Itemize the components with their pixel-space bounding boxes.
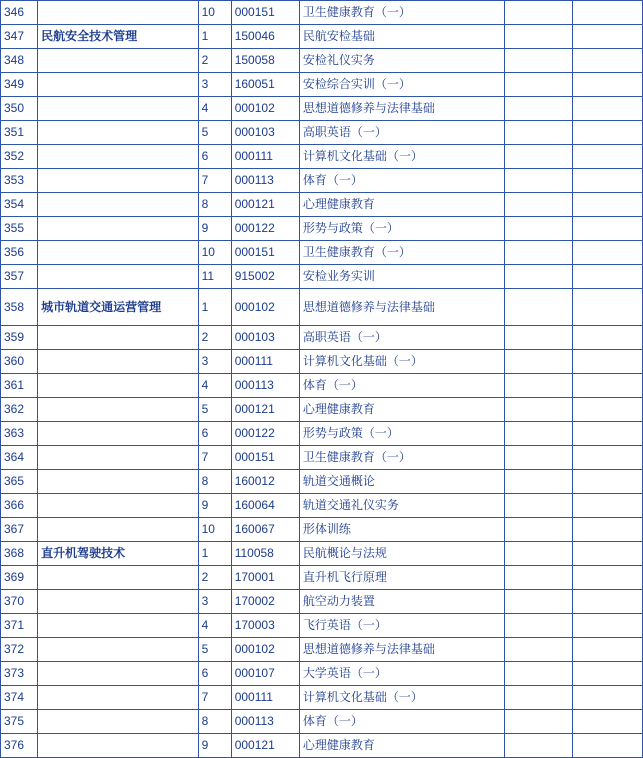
table-row [1, 446, 643, 470]
row-id-cell: 350 [1, 97, 38, 121]
sequence-cell: 5 [198, 121, 231, 145]
extra-cell-1 [504, 446, 572, 470]
sequence-cell: 1 [198, 25, 231, 49]
course-code-cell: 000102 [231, 289, 299, 326]
sequence-cell: 3 [198, 350, 231, 374]
extra-cell-2 [572, 169, 642, 193]
course-name-cell: 高职英语（一） [299, 121, 504, 145]
extra-cell-2 [572, 494, 642, 518]
table-row [1, 542, 643, 566]
course-code-cell: 000113 [231, 169, 299, 193]
course-name-cell: 直升机飞行原理 [299, 566, 504, 590]
sequence-cell: 5 [198, 398, 231, 422]
sequence-cell: 8 [198, 710, 231, 734]
extra-cell-1 [504, 686, 572, 710]
course-code-cell: 000151 [231, 446, 299, 470]
course-code-cell: 000111 [231, 145, 299, 169]
course-code-cell: 160012 [231, 470, 299, 494]
table-row [1, 566, 643, 590]
major-name-cell [38, 710, 199, 734]
table-row [1, 638, 643, 662]
course-name-cell: 民航安检基础 [299, 25, 504, 49]
sequence-cell: 9 [198, 217, 231, 241]
row-id-cell: 361 [1, 374, 38, 398]
extra-cell-1 [504, 326, 572, 350]
row-id-cell: 365 [1, 470, 38, 494]
course-name-cell: 航空动力装置 [299, 590, 504, 614]
row-id-cell: 353 [1, 169, 38, 193]
extra-cell-2 [572, 25, 642, 49]
table-row [1, 734, 643, 758]
extra-cell-1 [504, 494, 572, 518]
row-id-cell: 375 [1, 710, 38, 734]
sequence-cell: 4 [198, 97, 231, 121]
major-name-cell [38, 374, 199, 398]
extra-cell-1 [504, 374, 572, 398]
extra-cell-2 [572, 49, 642, 73]
course-code-cell: 000151 [231, 241, 299, 265]
row-id-cell: 352 [1, 145, 38, 169]
sequence-cell: 2 [198, 326, 231, 350]
sequence-cell: 7 [198, 686, 231, 710]
sequence-cell: 4 [198, 614, 231, 638]
extra-cell-2 [572, 590, 642, 614]
major-name-cell [38, 193, 199, 217]
extra-cell-1 [504, 710, 572, 734]
extra-cell-2 [572, 265, 642, 289]
row-id-cell: 355 [1, 217, 38, 241]
course-name-cell: 体育（一） [299, 169, 504, 193]
major-name-cell [38, 518, 199, 542]
extra-cell-2 [572, 350, 642, 374]
row-id-cell: 370 [1, 590, 38, 614]
extra-cell-1 [504, 241, 572, 265]
table-row [1, 49, 643, 73]
major-name-cell: 城市轨道交通运营管理 [38, 289, 199, 326]
row-id-cell: 351 [1, 121, 38, 145]
extra-cell-1 [504, 193, 572, 217]
major-name-cell [38, 566, 199, 590]
table-row [1, 686, 643, 710]
extra-cell-2 [572, 326, 642, 350]
table-row [1, 121, 643, 145]
sequence-cell: 2 [198, 49, 231, 73]
table-row [1, 73, 643, 97]
sequence-cell: 9 [198, 734, 231, 758]
course-code-cell: 170002 [231, 590, 299, 614]
course-code-cell: 915002 [231, 265, 299, 289]
row-id-cell: 368 [1, 542, 38, 566]
major-name-cell [38, 326, 199, 350]
course-name-cell: 飞行英语（一） [299, 614, 504, 638]
sequence-cell: 7 [198, 446, 231, 470]
course-name-cell: 安检业务实训 [299, 265, 504, 289]
course-code-cell: 000113 [231, 374, 299, 398]
major-name-cell [38, 686, 199, 710]
course-name-cell: 心理健康教育 [299, 193, 504, 217]
table-row [1, 97, 643, 121]
table-row [1, 265, 643, 289]
row-id-cell: 374 [1, 686, 38, 710]
table-row [1, 193, 643, 217]
extra-cell-2 [572, 241, 642, 265]
major-name-cell [38, 662, 199, 686]
sequence-cell: 6 [198, 662, 231, 686]
course-code-cell: 170003 [231, 614, 299, 638]
row-id-cell: 373 [1, 662, 38, 686]
course-code-cell: 000107 [231, 662, 299, 686]
sequence-cell: 6 [198, 145, 231, 169]
extra-cell-1 [504, 121, 572, 145]
extra-cell-2 [572, 542, 642, 566]
sequence-cell: 4 [198, 374, 231, 398]
extra-cell-1 [504, 73, 572, 97]
course-name-cell: 计算机文化基础（一） [299, 145, 504, 169]
major-name-cell [38, 97, 199, 121]
major-name-cell [38, 398, 199, 422]
extra-cell-2 [572, 1, 642, 25]
extra-cell-1 [504, 289, 572, 326]
sequence-cell: 7 [198, 169, 231, 193]
table-row [1, 350, 643, 374]
row-id-cell: 356 [1, 241, 38, 265]
table-row [1, 241, 643, 265]
course-name-cell: 安检综合实训（一） [299, 73, 504, 97]
course-code-cell: 150058 [231, 49, 299, 73]
major-name-cell [38, 49, 199, 73]
sequence-cell: 1 [198, 289, 231, 326]
major-name-cell [38, 241, 199, 265]
row-id-cell: 349 [1, 73, 38, 97]
sequence-cell: 10 [198, 241, 231, 265]
course-name-cell: 体育（一） [299, 710, 504, 734]
major-name-cell [38, 590, 199, 614]
course-code-cell: 160064 [231, 494, 299, 518]
extra-cell-2 [572, 73, 642, 97]
course-code-cell: 000103 [231, 121, 299, 145]
row-id-cell: 348 [1, 49, 38, 73]
extra-cell-2 [572, 566, 642, 590]
extra-cell-1 [504, 590, 572, 614]
extra-cell-1 [504, 470, 572, 494]
extra-cell-1 [504, 638, 572, 662]
extra-cell-2 [572, 374, 642, 398]
sequence-cell: 9 [198, 494, 231, 518]
course-name-cell: 卫生健康教育（一） [299, 446, 504, 470]
course-code-cell: 000102 [231, 97, 299, 121]
table-row [1, 145, 643, 169]
sequence-cell: 8 [198, 193, 231, 217]
course-code-cell: 000102 [231, 638, 299, 662]
course-name-cell: 心理健康教育 [299, 734, 504, 758]
course-name-cell: 思想道德修养与法律基础 [299, 97, 504, 121]
extra-cell-1 [504, 265, 572, 289]
course-name-cell: 卫生健康教育（一） [299, 1, 504, 25]
table-row [1, 1, 643, 25]
course-name-cell: 民航概论与法规 [299, 542, 504, 566]
sequence-cell: 10 [198, 1, 231, 25]
row-id-cell: 372 [1, 638, 38, 662]
sequence-cell: 3 [198, 590, 231, 614]
table-row [1, 169, 643, 193]
course-code-cell: 000121 [231, 734, 299, 758]
extra-cell-1 [504, 217, 572, 241]
row-id-cell: 362 [1, 398, 38, 422]
course-code-cell: 150046 [231, 25, 299, 49]
table-row [1, 590, 643, 614]
major-name-cell [38, 217, 199, 241]
sequence-cell: 5 [198, 638, 231, 662]
sequence-cell: 3 [198, 73, 231, 97]
sequence-cell: 11 [198, 265, 231, 289]
extra-cell-2 [572, 446, 642, 470]
extra-cell-1 [504, 662, 572, 686]
course-code-cell: 000103 [231, 326, 299, 350]
extra-cell-1 [504, 97, 572, 121]
course-name-cell: 卫生健康教育（一） [299, 241, 504, 265]
table-row [1, 289, 643, 326]
table-row [1, 470, 643, 494]
sequence-cell: 6 [198, 422, 231, 446]
extra-cell-2 [572, 217, 642, 241]
course-name-cell: 轨道交通概论 [299, 470, 504, 494]
table-row [1, 398, 643, 422]
course-code-cell: 000122 [231, 217, 299, 241]
extra-cell-2 [572, 193, 642, 217]
extra-cell-1 [504, 734, 572, 758]
extra-cell-2 [572, 422, 642, 446]
major-name-cell [38, 638, 199, 662]
extra-cell-1 [504, 169, 572, 193]
course-code-cell: 000111 [231, 350, 299, 374]
course-name-cell: 安检礼仪实务 [299, 49, 504, 73]
major-name-cell: 民航安全技术管理 [38, 25, 199, 49]
table-row [1, 374, 643, 398]
row-id-cell: 359 [1, 326, 38, 350]
extra-cell-1 [504, 49, 572, 73]
sequence-cell: 2 [198, 566, 231, 590]
row-id-cell: 364 [1, 446, 38, 470]
course-name-cell: 形体训练 [299, 518, 504, 542]
row-id-cell: 360 [1, 350, 38, 374]
row-id-cell: 367 [1, 518, 38, 542]
extra-cell-1 [504, 518, 572, 542]
extra-cell-1 [504, 350, 572, 374]
table-row [1, 614, 643, 638]
table-row [1, 518, 643, 542]
row-id-cell: 371 [1, 614, 38, 638]
sequence-cell: 1 [198, 542, 231, 566]
course-code-cell: 110058 [231, 542, 299, 566]
row-id-cell: 347 [1, 25, 38, 49]
major-name-cell [38, 265, 199, 289]
major-name-cell [38, 446, 199, 470]
major-name-cell [38, 614, 199, 638]
course-code-cell: 000151 [231, 1, 299, 25]
extra-cell-1 [504, 542, 572, 566]
extra-cell-2 [572, 145, 642, 169]
course-name-cell: 形势与政策（一） [299, 422, 504, 446]
extra-cell-2 [572, 121, 642, 145]
row-id-cell: 363 [1, 422, 38, 446]
row-id-cell: 346 [1, 1, 38, 25]
major-name-cell [38, 145, 199, 169]
extra-cell-2 [572, 686, 642, 710]
table-row [1, 326, 643, 350]
extra-cell-2 [572, 662, 642, 686]
major-name-cell [38, 169, 199, 193]
extra-cell-1 [504, 1, 572, 25]
major-name-cell [38, 1, 199, 25]
row-id-cell: 369 [1, 566, 38, 590]
course-name-cell: 思想道德修养与法律基础 [299, 289, 504, 326]
extra-cell-2 [572, 470, 642, 494]
course-code-cell: 000121 [231, 193, 299, 217]
extra-cell-1 [504, 25, 572, 49]
course-name-cell: 轨道交通礼仪实务 [299, 494, 504, 518]
table-row [1, 422, 643, 446]
course-code-cell: 160051 [231, 73, 299, 97]
course-code-cell: 000122 [231, 422, 299, 446]
extra-cell-1 [504, 398, 572, 422]
major-name-cell [38, 422, 199, 446]
course-name-cell: 高职英语（一） [299, 326, 504, 350]
course-code-cell: 000113 [231, 710, 299, 734]
major-name-cell [38, 121, 199, 145]
extra-cell-2 [572, 614, 642, 638]
extra-cell-1 [504, 422, 572, 446]
course-code-cell: 000121 [231, 398, 299, 422]
course-name-cell: 体育（一） [299, 374, 504, 398]
table-row [1, 494, 643, 518]
course-name-cell: 思想道德修养与法律基础 [299, 638, 504, 662]
course-name-cell: 计算机文化基础（一） [299, 686, 504, 710]
course-name-cell: 计算机文化基础（一） [299, 350, 504, 374]
major-name-cell: 直升机驾驶技术 [38, 542, 199, 566]
row-id-cell: 354 [1, 193, 38, 217]
row-id-cell: 376 [1, 734, 38, 758]
table-row [1, 25, 643, 49]
extra-cell-2 [572, 638, 642, 662]
table-row [1, 217, 643, 241]
extra-cell-1 [504, 566, 572, 590]
extra-cell-2 [572, 398, 642, 422]
major-name-cell [38, 734, 199, 758]
major-name-cell [38, 470, 199, 494]
row-id-cell: 366 [1, 494, 38, 518]
sequence-cell: 10 [198, 518, 231, 542]
row-id-cell: 357 [1, 265, 38, 289]
extra-cell-2 [572, 518, 642, 542]
extra-cell-1 [504, 145, 572, 169]
extra-cell-2 [572, 734, 642, 758]
table-row [1, 710, 643, 734]
course-code-cell: 170001 [231, 566, 299, 590]
major-name-cell [38, 73, 199, 97]
course-name-cell: 大学英语（一） [299, 662, 504, 686]
extra-cell-2 [572, 289, 642, 326]
sequence-cell: 8 [198, 470, 231, 494]
major-name-cell [38, 494, 199, 518]
extra-cell-2 [572, 710, 642, 734]
course-code-cell: 000111 [231, 686, 299, 710]
course-name-cell: 形势与政策（一） [299, 217, 504, 241]
course-name-cell: 心理健康教育 [299, 398, 504, 422]
table-body [1, 1, 643, 758]
row-id-cell: 358 [1, 289, 38, 326]
course-code-cell: 160067 [231, 518, 299, 542]
extra-cell-1 [504, 614, 572, 638]
table-row [1, 662, 643, 686]
extra-cell-2 [572, 97, 642, 121]
major-name-cell [38, 350, 199, 374]
